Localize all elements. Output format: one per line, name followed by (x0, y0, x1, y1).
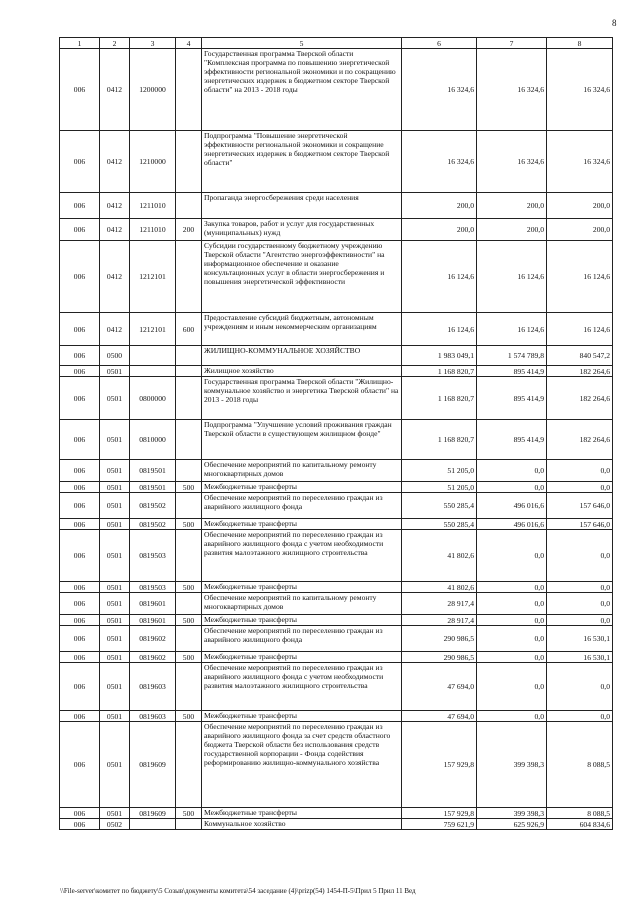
target-article-code: 0819501 (130, 460, 176, 482)
amount-col6: 16 124,6 (402, 241, 477, 313)
ministry-code: 006 (60, 346, 100, 366)
expense-type-code (176, 241, 202, 313)
amount-col6: 550 285,4 (402, 493, 477, 519)
item-name: ЖИЛИЩНО-КОММУНАЛЬНОЕ ХОЗЯЙСТВО (202, 346, 402, 366)
item-name: Жилищное хозяйство (202, 366, 402, 377)
table-row (60, 420, 613, 460)
section-code: 0501 (100, 420, 130, 460)
expense-type-code: 500 (176, 615, 202, 626)
header-row (60, 38, 613, 49)
target-article-code: 0800000 (130, 377, 176, 420)
column-header: 4 (176, 38, 202, 49)
section-code: 0501 (100, 530, 130, 582)
amount-col7: 16 324,6 (477, 131, 547, 193)
target-article-code (130, 346, 176, 366)
expense-type-code (176, 722, 202, 808)
target-article-code: 0819601 (130, 593, 176, 615)
amount-col8: 16 530,1 (547, 626, 613, 652)
target-article-code: 0819609 (130, 722, 176, 808)
amount-col6: 290 986,5 (402, 626, 477, 652)
ministry-code: 006 (60, 530, 100, 582)
amount-col6: 41 802,6 (402, 582, 477, 593)
target-article-code: 0819609 (130, 808, 176, 819)
table-row (60, 711, 613, 722)
amount-col7: 0,0 (477, 711, 547, 722)
item-name: Закупка товаров, работ и услуг для государственных (муниципальных) нужд (202, 219, 402, 241)
ministry-code: 006 (60, 131, 100, 193)
ministry-code: 006 (60, 582, 100, 593)
item-name: Межбюджетные трансферты (202, 652, 402, 663)
amount-col8: 840 547,2 (547, 346, 613, 366)
amount-col7: 0,0 (477, 615, 547, 626)
amount-col7: 16 124,6 (477, 241, 547, 313)
amount-col6: 51 205,0 (402, 460, 477, 482)
amount-col8: 200,0 (547, 219, 613, 241)
ministry-code: 006 (60, 722, 100, 808)
section-code: 0501 (100, 626, 130, 652)
section-code: 0412 (100, 49, 130, 131)
target-article-code: 0819602 (130, 626, 176, 652)
section-code: 0501 (100, 722, 130, 808)
ministry-code: 006 (60, 219, 100, 241)
ministry-code: 006 (60, 482, 100, 493)
table-row (60, 819, 613, 830)
item-name: Предоставление субсидий бюджетным, автономным учреждениям и иным некоммерческим организациям (202, 313, 402, 346)
item-name: Подпрограмма "Повышение энергетической эффективности региональной экономики и сокращение энергетических издержек в бюджетном секторе Тверской области" (202, 131, 402, 193)
ministry-code: 006 (60, 663, 100, 711)
ministry-code: 006 (60, 460, 100, 482)
expense-type-code (176, 193, 202, 219)
amount-col6: 28 917,4 (402, 593, 477, 615)
amount-col7: 0,0 (477, 626, 547, 652)
ministry-code: 006 (60, 493, 100, 519)
table-row (60, 482, 613, 493)
section-code: 0501 (100, 663, 130, 711)
item-name: Коммунальное хозяйство (202, 819, 402, 830)
section-code: 0412 (100, 241, 130, 313)
budget-table (59, 37, 613, 830)
ministry-code: 006 (60, 313, 100, 346)
amount-col8: 0,0 (547, 615, 613, 626)
ministry-code: 006 (60, 519, 100, 530)
table-row (60, 313, 613, 346)
expense-type-code: 500 (176, 808, 202, 819)
ministry-code: 006 (60, 193, 100, 219)
section-code: 0501 (100, 519, 130, 530)
amount-col7: 0,0 (477, 663, 547, 711)
ministry-code: 006 (60, 819, 100, 830)
target-article-code: 0819603 (130, 711, 176, 722)
section-code: 0501 (100, 377, 130, 420)
amount-col6: 157 929,8 (402, 808, 477, 819)
column-header: 1 (60, 38, 100, 49)
amount-col8: 0,0 (547, 593, 613, 615)
ministry-code: 006 (60, 593, 100, 615)
amount-col6: 1 168 820,7 (402, 366, 477, 377)
target-article-code: 1212101 (130, 313, 176, 346)
amount-col6: 41 802,6 (402, 530, 477, 582)
table-row (60, 377, 613, 420)
amount-col6: 759 621,9 (402, 819, 477, 830)
amount-col8: 182 264,6 (547, 377, 613, 420)
expense-type-code: 500 (176, 519, 202, 530)
section-code: 0412 (100, 313, 130, 346)
amount-col6: 290 986,5 (402, 652, 477, 663)
amount-col8: 0,0 (547, 482, 613, 493)
column-header: 7 (477, 38, 547, 49)
expense-type-code (176, 819, 202, 830)
table-row (60, 626, 613, 652)
amount-col6: 16 124,6 (402, 313, 477, 346)
target-article-code: 0819603 (130, 663, 176, 711)
amount-col8: 200,0 (547, 193, 613, 219)
target-article-code: 0819501 (130, 482, 176, 493)
amount-col6: 28 917,4 (402, 615, 477, 626)
expense-type-code (176, 530, 202, 582)
target-article-code: 1211010 (130, 193, 176, 219)
ministry-code: 006 (60, 808, 100, 819)
table-row (60, 460, 613, 482)
target-article-code: 0819502 (130, 493, 176, 519)
table-row (60, 49, 613, 131)
table-row (60, 530, 613, 582)
amount-col8: 604 834,6 (547, 819, 613, 830)
section-code: 0501 (100, 482, 130, 493)
table-row (60, 663, 613, 711)
expense-type-code (176, 366, 202, 377)
amount-col7: 625 926,9 (477, 819, 547, 830)
expense-type-code (176, 493, 202, 519)
column-header: 5 (202, 38, 402, 49)
amount-col7: 496 016,6 (477, 493, 547, 519)
section-code: 0501 (100, 582, 130, 593)
amount-col8: 0,0 (547, 663, 613, 711)
item-name: Обеспечение мероприятий по капитальному ремонту многоквартирных домов (202, 460, 402, 482)
amount-col7: 0,0 (477, 460, 547, 482)
expense-type-code (176, 377, 202, 420)
amount-col7: 0,0 (477, 482, 547, 493)
target-article-code: 1210000 (130, 131, 176, 193)
expense-type-code (176, 49, 202, 131)
expense-type-code (176, 626, 202, 652)
ministry-code: 006 (60, 241, 100, 313)
amount-col6: 47 694,0 (402, 663, 477, 711)
expense-type-code (176, 346, 202, 366)
expense-type-code: 500 (176, 652, 202, 663)
target-article-code: 0819601 (130, 615, 176, 626)
column-header: 6 (402, 38, 477, 49)
ministry-code: 006 (60, 49, 100, 131)
table-body (60, 49, 613, 830)
table-row (60, 593, 613, 615)
ministry-code: 006 (60, 366, 100, 377)
amount-col8: 16 324,6 (547, 49, 613, 131)
amount-col7: 0,0 (477, 652, 547, 663)
item-name: Обеспечение мероприятий по переселению граждан из аварийного жилищного фонда с учетом необходимости развития малоэтажного жилищного строительства (202, 663, 402, 711)
item-name: Межбюджетные трансферты (202, 711, 402, 722)
ministry-code: 006 (60, 711, 100, 722)
table-row (60, 615, 613, 626)
file-path-footer: \\File-server\комитет по бюджету\5 Созыв\документы комитета\54 заседание (4)\prizp(54) 1454-П-5\Прил 5 Прил 11 Вед (60, 887, 416, 895)
expense-type-code (176, 663, 202, 711)
amount-col8: 157 646,0 (547, 519, 613, 530)
table-row (60, 346, 613, 366)
ministry-code: 006 (60, 377, 100, 420)
table-row (60, 519, 613, 530)
target-article-code: 1200000 (130, 49, 176, 131)
table-row (60, 219, 613, 241)
table-row (60, 722, 613, 808)
target-article-code: 0819503 (130, 582, 176, 593)
item-name: Обеспечение мероприятий по переселению граждан из аварийного жилищного фонда (202, 626, 402, 652)
section-code: 0501 (100, 593, 130, 615)
section-code: 0501 (100, 652, 130, 663)
amount-col8: 0,0 (547, 582, 613, 593)
amount-col7: 399 398,3 (477, 722, 547, 808)
amount-col8: 0,0 (547, 460, 613, 482)
expense-type-code (176, 593, 202, 615)
amount-col7: 200,0 (477, 219, 547, 241)
amount-col7: 16 324,6 (477, 49, 547, 131)
amount-col6: 1 168 820,7 (402, 377, 477, 420)
amount-col7: 496 016,6 (477, 519, 547, 530)
amount-col7: 0,0 (477, 582, 547, 593)
amount-col8: 182 264,6 (547, 420, 613, 460)
amount-col7: 200,0 (477, 193, 547, 219)
item-name: Межбюджетные трансферты (202, 582, 402, 593)
amount-col8: 157 646,0 (547, 493, 613, 519)
item-name: Пропаганда энергосбережения среди населения (202, 193, 402, 219)
expense-type-code (176, 420, 202, 460)
column-header: 2 (100, 38, 130, 49)
expense-type-code: 500 (176, 711, 202, 722)
section-code: 0500 (100, 346, 130, 366)
amount-col8: 0,0 (547, 530, 613, 582)
target-article-code: 1212101 (130, 241, 176, 313)
amount-col7: 1 574 789,8 (477, 346, 547, 366)
amount-col6: 1 168 820,7 (402, 420, 477, 460)
amount-col6: 16 324,6 (402, 131, 477, 193)
section-code: 0501 (100, 615, 130, 626)
target-article-code: 0819503 (130, 530, 176, 582)
amount-col8: 0,0 (547, 711, 613, 722)
table-row (60, 366, 613, 377)
item-name: Обеспечение мероприятий по капитальному ремонту многоквартирных домов (202, 593, 402, 615)
amount-col6: 1 983 049,1 (402, 346, 477, 366)
amount-col6: 16 324,6 (402, 49, 477, 131)
section-code: 0412 (100, 193, 130, 219)
amount-col6: 47 694,0 (402, 711, 477, 722)
amount-col7: 895 414,9 (477, 377, 547, 420)
expense-type-code: 200 (176, 219, 202, 241)
ministry-code: 006 (60, 652, 100, 663)
ministry-code: 006 (60, 615, 100, 626)
expense-type-code: 500 (176, 482, 202, 493)
section-code: 0501 (100, 711, 130, 722)
target-article-code: 0810000 (130, 420, 176, 460)
expense-type-code (176, 131, 202, 193)
target-article-code: 0819602 (130, 652, 176, 663)
item-name: Обеспечение мероприятий по переселению граждан из аварийного жилищного фонда (202, 493, 402, 519)
item-name: Межбюджетные трансферты (202, 615, 402, 626)
amount-col6: 550 285,4 (402, 519, 477, 530)
target-article-code: 0819502 (130, 519, 176, 530)
table-row (60, 808, 613, 819)
column-header: 3 (130, 38, 176, 49)
table-row (60, 131, 613, 193)
item-name: Государственная программа Тверской области "Комплексная программа по повышению энергетической эффективности региональной экономики и по сокращению энергетических издержек в бюджетном секторе Тверской области" на 2013 - 2018 годы (202, 49, 402, 131)
amount-col8: 16 324,6 (547, 131, 613, 193)
amount-col8: 8 088,5 (547, 808, 613, 819)
item-name: Обеспечение мероприятий по переселению граждан из аварийного жилищного фонда за счет средств областного бюджета Тверской области без использования средств государственной корпорации - Фонда содействия реформированию жилищно-коммунального хозяйства (202, 722, 402, 808)
table-row (60, 241, 613, 313)
section-code: 0501 (100, 808, 130, 819)
expense-type-code (176, 460, 202, 482)
item-name: Межбюджетные трансферты (202, 482, 402, 493)
amount-col7: 0,0 (477, 530, 547, 582)
ministry-code: 006 (60, 420, 100, 460)
expense-type-code: 600 (176, 313, 202, 346)
table-row (60, 652, 613, 663)
section-code: 0501 (100, 493, 130, 519)
section-code: 0501 (100, 460, 130, 482)
amount-col7: 16 124,6 (477, 313, 547, 346)
item-name: Государственная программа Тверской области "Жилищно-коммунальное хозяйство и энергетика Тверской области" на 2013 - 2018 годы (202, 377, 402, 420)
expense-type-code: 500 (176, 582, 202, 593)
amount-col7: 399 398,3 (477, 808, 547, 819)
amount-col6: 200,0 (402, 193, 477, 219)
section-code: 0412 (100, 219, 130, 241)
amount-col6: 51 205,0 (402, 482, 477, 493)
ministry-code: 006 (60, 626, 100, 652)
amount-col6: 200,0 (402, 219, 477, 241)
amount-col8: 16 530,1 (547, 652, 613, 663)
amount-col8: 8 088,5 (547, 722, 613, 808)
table-row (60, 582, 613, 593)
target-article-code (130, 819, 176, 830)
section-code: 0502 (100, 819, 130, 830)
item-name: Субсидии государственному бюджетному учреждению Тверской области "Агентство энергоэффективности" на информационное обеспечение и оказание консультационных услуг в области энергосбережения и повышения энергетической эффективности (202, 241, 402, 313)
table-row (60, 493, 613, 519)
target-article-code: 1211010 (130, 219, 176, 241)
amount-col6: 157 929,8 (402, 722, 477, 808)
item-name: Подпрограмма "Улучшение условий проживания граждан Тверской области в существующем жилищном фонде" (202, 420, 402, 460)
target-article-code (130, 366, 176, 377)
item-name: Обеспечение мероприятий по переселению граждан из аварийного жилищного фонда с учетом необходимости развития малоэтажного жилищного строительства (202, 530, 402, 582)
amount-col7: 0,0 (477, 593, 547, 615)
page-number: 8 (612, 18, 617, 28)
column-header: 8 (547, 38, 613, 49)
amount-col8: 182 264,6 (547, 366, 613, 377)
section-code: 0501 (100, 366, 130, 377)
item-name: Межбюджетные трансферты (202, 808, 402, 819)
amount-col8: 16 124,6 (547, 313, 613, 346)
item-name: Межбюджетные трансферты (202, 519, 402, 530)
amount-col7: 895 414,9 (477, 420, 547, 460)
amount-col8: 16 124,6 (547, 241, 613, 313)
table-row (60, 193, 613, 219)
amount-col7: 895 414,9 (477, 366, 547, 377)
section-code: 0412 (100, 131, 130, 193)
